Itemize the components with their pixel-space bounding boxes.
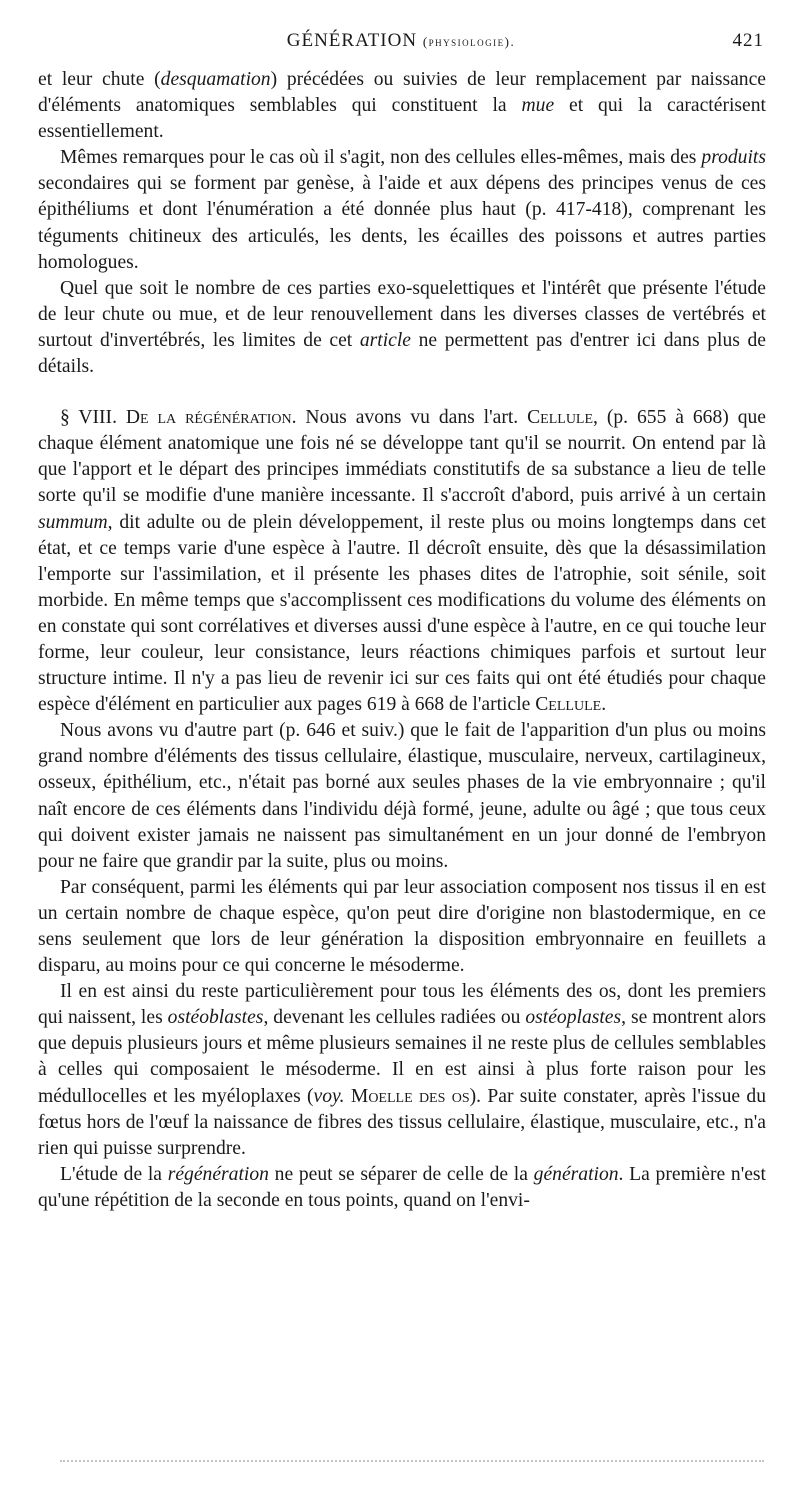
text-run: Il en est ainsi du reste particulièrement pour tous les éléments des os, dont les premiers qui naissent, les [38,981,766,1029]
text-run: produits [701,147,766,169]
paragraph [38,979,766,1162]
paragraph [38,718,766,875]
text-run: ne peut se séparer de celle de la [268,1163,534,1185]
page-number: 421 [732,30,764,51]
text-run: Cellule [535,694,602,716]
paragraph [38,145,766,275]
text-run: et qui la caractérisent essentiellement. [38,95,766,143]
text-run: Quel que soit le nombre de ces parties exo-squelettiques et l'intérêt que présente l'étude de leur chute ou mue, et de leur renouvellement dans les diverses classes de vertébrés et surtout d'invertébrés, les limites de cet [38,277,766,351]
text-run: ostéoplastes [525,1007,622,1029]
text-run: . Nous avons vu dans l'art. [291,407,528,429]
text-run: mue [521,95,555,117]
text-run: et leur chute ( [38,69,161,90]
text-run: Nous avons vu d'autre part (p. 646 et suiv.) que le fait de l'apparition d'un plus ou moins grand nombre d'éléments des tissus cellulaire, élastique, musculaire, nerveux, cartilagineux, osseux, épithélium, etc., n'était pas borné aux seules phases de la vie embryonnaire ; qu'il naît encore de ces éléments dans l'individu déjà formé, jeune, adulte ou âgé ; que tous ceux qui doivent exister jamais ne naissent pas simultanément en un jour donné de l'embryon pour ne faire que grandir par la suite, plus ou moins. [38,720,766,872]
paragraph [38,276,766,380]
text-run: régénération [167,1163,269,1185]
text-run: desquamation [160,69,271,90]
text-run: ) précédées ou suivies de leur remplacement par naissance d'éléments anatomiques semblables qui constituent la [38,69,766,117]
text-run: Mêmes remarques pour le cas où il s'agit, non des cellules elles-mêmes, mais des [60,147,702,169]
text-run: génération [533,1163,619,1185]
body-text [38,67,766,1214]
running-title [38,30,764,52]
running-title-main: GÉNÉRATION [286,30,418,51]
text-run: . [601,694,607,716]
text-run: De la régénération [125,407,292,429]
text-run: , dit adulte ou de plein développement, il reste plus ou moins longtemps dans cet état, et ce temps varie d'une espèce à l'autre. Il décroît ensuite, dès que la désassimilation l'emporte sur l'assimilation, et il présente les phases dites de l'atrophie, soit sénile, soit morbide. En même temps que s'accomplissent ces modifications du volume des éléments on en constate qui sont corrélatives et diverses aussi d'une espèce à l'autre, en ce qui touche leur forme, leur couleur, leur consistance, leurs réactions chimiques parfois et surtout leur structure intime. Il n'y a pas lieu de revenir ici sur ces faits qui ont été étudiés pour chaque espèce d'élément en particulier aux pages 619 à 668 de l'article [38,511,766,716]
text-run: ne permettent pas d'entrer ici dans plus de détails. [38,329,766,378]
paragraph [38,875,766,979]
running-title-sub: (physiologie). [422,34,516,49]
text-run: Moelle des os [350,1085,470,1107]
footer-rule [60,1460,764,1463]
paragraph [38,67,766,145]
text-run: , (p. 655 à 668) que chaque élément anatomique une fois né se développe tant qu'il se nourrit. On entend par là que l'apport et le départ des principes immédiats constitutifs de sa substance a lieu de telle sorte qu'il se modifie d'une manière incessante. Il s'accroît d'abord, puis arrivé à un certain [38,407,766,507]
text-run: Cellule [527,407,594,429]
text-run: summum [38,511,108,533]
text-run: , devenant les cellules radiées ou [263,1007,526,1029]
text-run: ostéoblastes [167,1007,264,1029]
text-run: voy. [313,1085,345,1107]
text-run: . La première n'est qu'une répétition de la seconde en tous points, quand on l'envi- [38,1163,766,1211]
text-run: § VIII. [60,407,126,429]
text-run: article [359,329,411,351]
text-run: , se montrent alors que depuis plusieurs jours et même plusieurs semaines il ne reste plus de cellules semblables à celles qui composaient le mésoderme. Il en est ainsi à plus forte raison pour les médullocelles et les myéloplaxes ( [38,1007,766,1107]
paragraph [38,1162,766,1214]
text-run: Par conséquent, parmi les éléments qui par leur association composent nos tissus il en est un certain nombre de chaque espèce, qu'on peut dire d'origine non blastodermique, en ce sens seulement que lors de leur génération la disposition embryonnaire en feuillets a disparu, au moins pour ce qui concerne le mésoderme. [38,876,766,977]
text-run: secondaires qui se forment par genèse, à l'aide et aux dépens des principes venus de ces épithéliums et dont l'énumération a été donnée plus haut (p. 417-418), comprenant les téguments chitineux des articulés, les dents, les écailles des poissons et autres parties homologues. [38,173,766,273]
paragraph [38,405,766,718]
text-run: L'étude de la [60,1163,168,1185]
running-header [38,30,764,58]
text-run: ). Par suite constater, après l'issue du fœtus hors de l'œuf la naissance de fibres des tissus cellulaire, élastique, musculaire, etc., n'a rien qui puisse surprendre. [38,1085,766,1159]
